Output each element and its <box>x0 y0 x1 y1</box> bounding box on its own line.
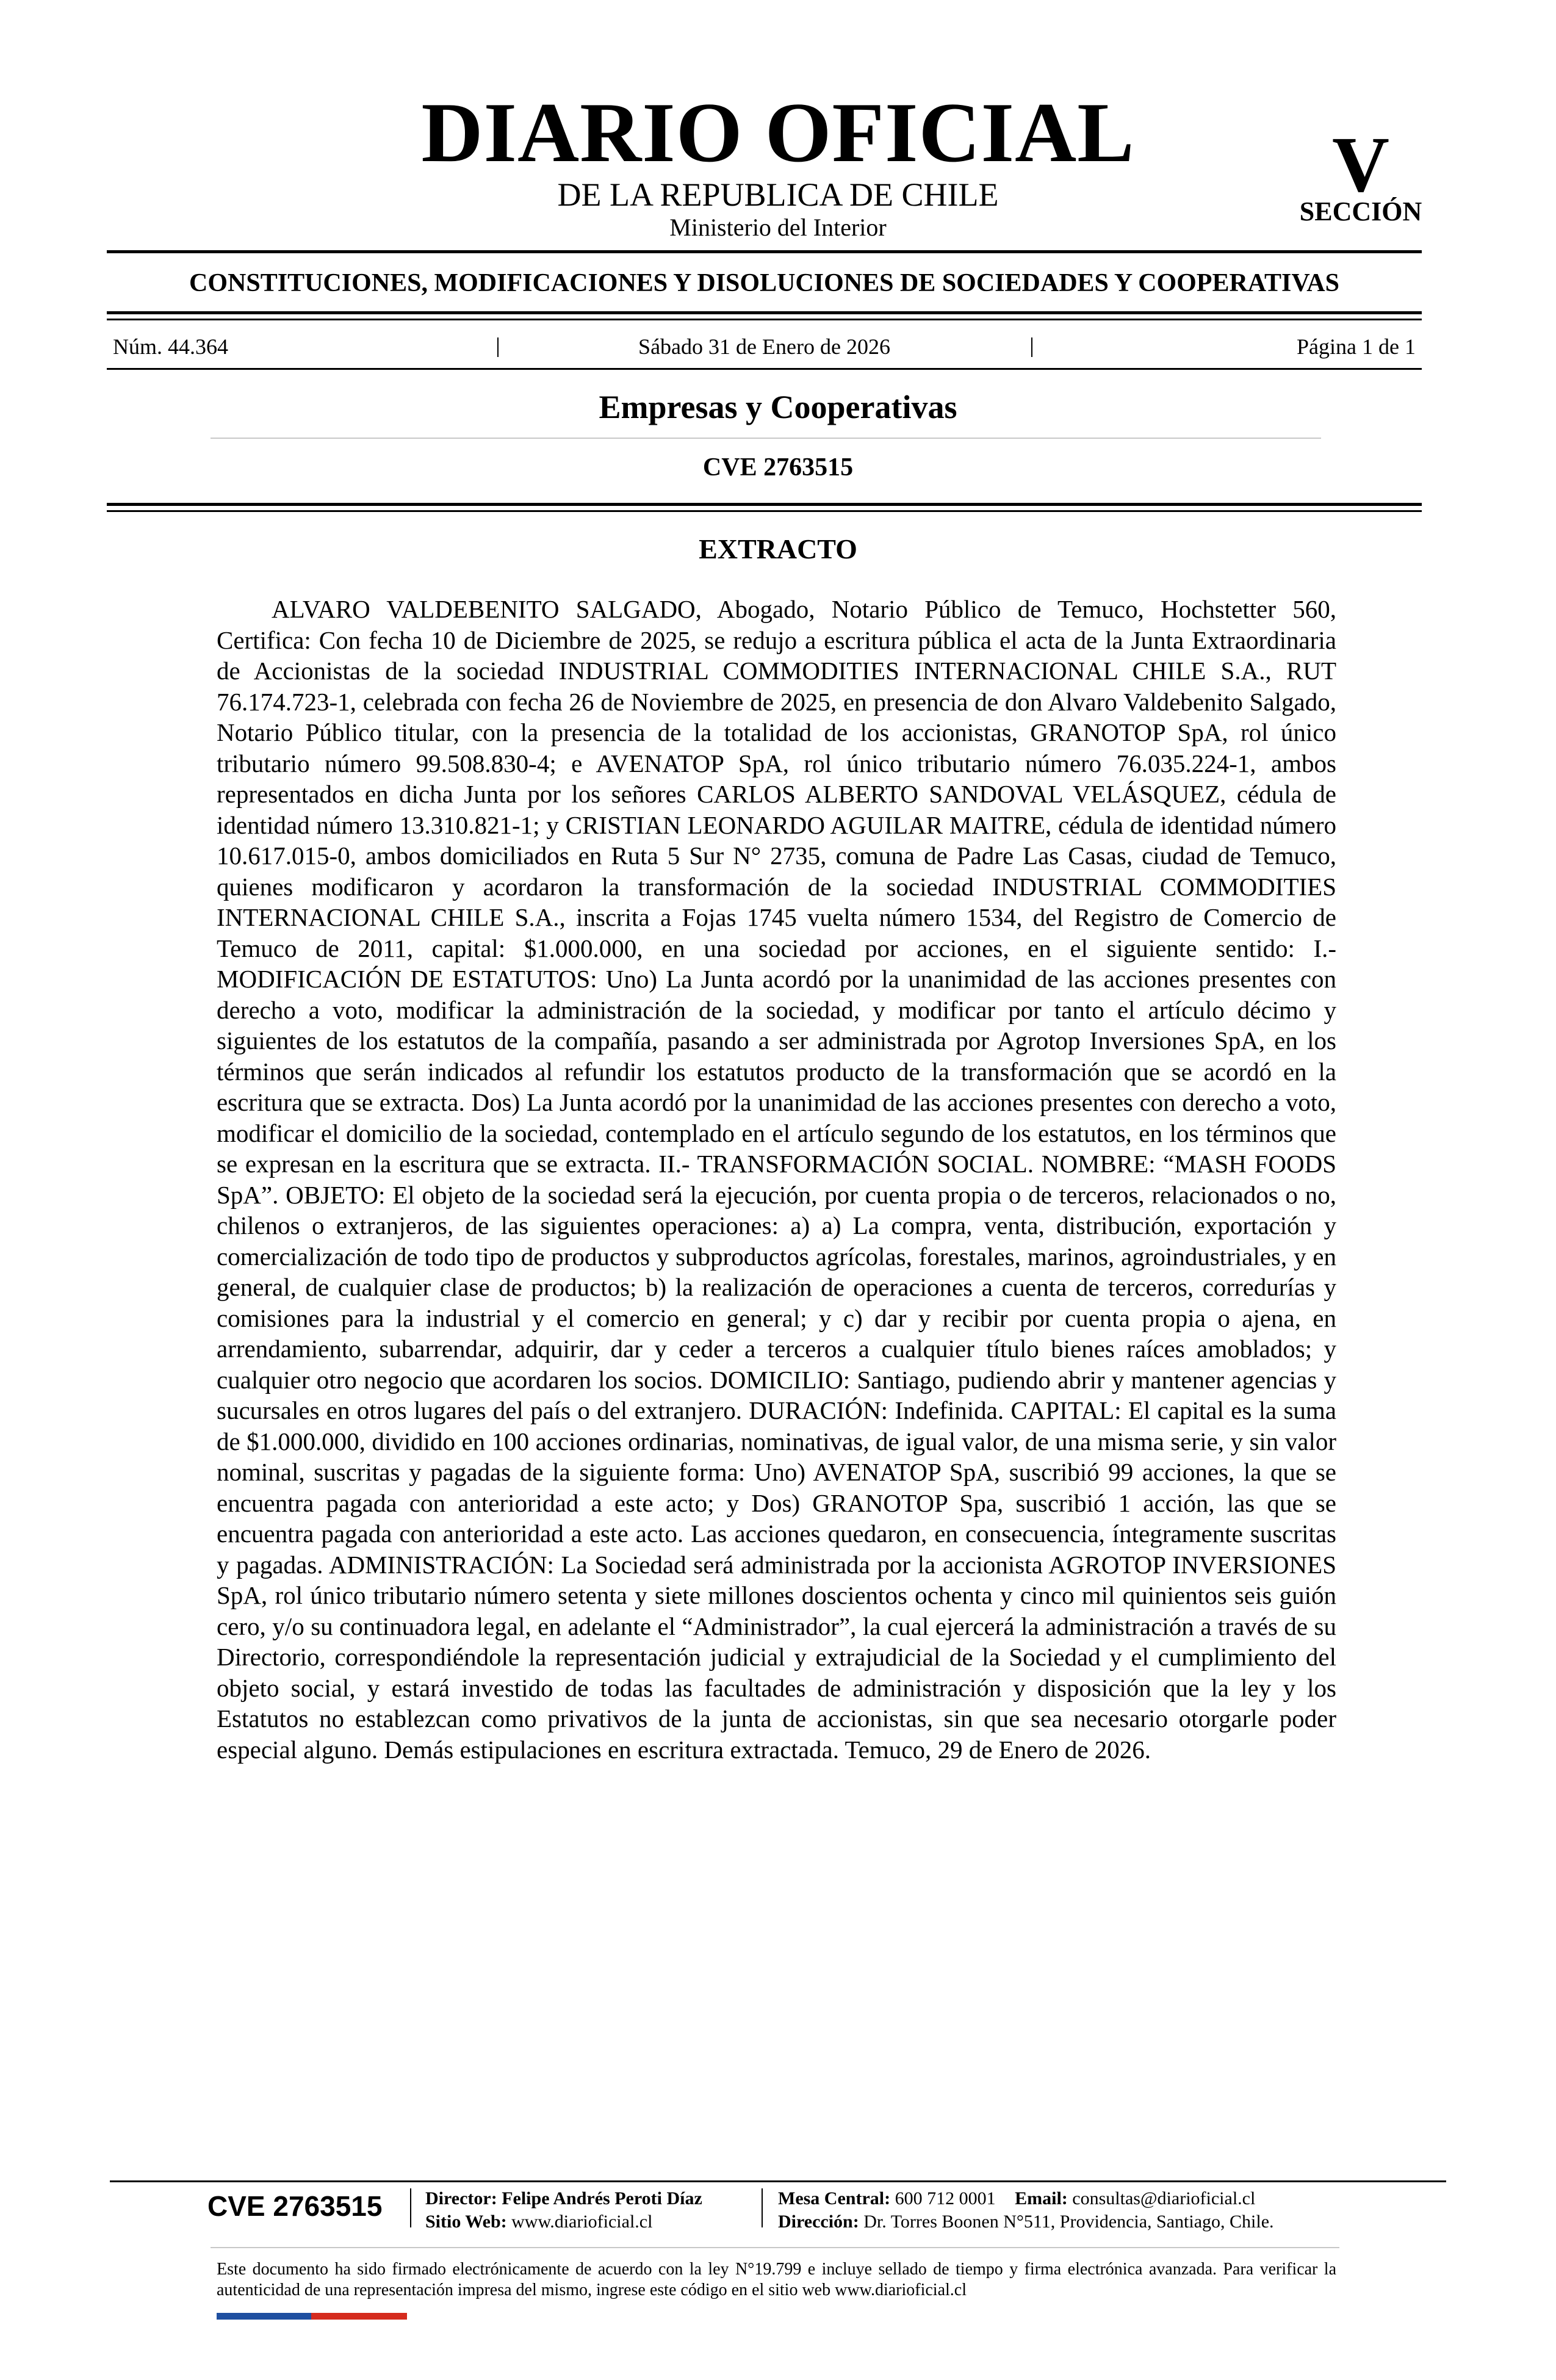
section-heading-divider-top <box>107 311 1422 314</box>
address-label: Dirección: <box>778 2212 859 2232</box>
footer-legal-divider <box>211 2247 1339 2248</box>
page-indicator: Página 1 de 1 <box>1297 334 1416 359</box>
email-link[interactable]: consultas@diarioficial.cl <box>1072 2188 1256 2209</box>
issue-info-bar <box>113 333 1416 361</box>
masthead-divider <box>107 250 1422 253</box>
issue-date: Sábado 31 de Enero de 2026 <box>638 334 890 359</box>
cve-divider-top <box>107 503 1422 506</box>
footer-separator <box>762 2188 763 2227</box>
website-label: Sitio Web: <box>425 2212 507 2232</box>
document-title: EXTRACTO <box>699 533 857 564</box>
extract-body: ALVARO VALDEBENITO SALGADO, Abogado, Notario Público de Temuco, Hochstetter 560, Certifica: Con fecha 10 de Diciembre de 2025, se redujo a escritura pública el acta de la Junta Extraordinaria de Accionistas de la sociedad INDUSTRIAL COMMODITIES INTERNACIONAL CHILE S.A., RUT 76.174.723-1, celebrada con fecha 26 de Noviembre de 2025, en presencia de don Alvaro Valdebenito Salgado, Notario Público titular, con la presencia de la totalidad de los accionistas, GRANOTOP SpA, rol único tributario número 99.508.830-4; e AVENATOP SpA, rol único tributario número 76.035.224-1, ambos representados en dicha Junta por los señores CARLOS ALBERTO SANDOVAL VELÁSQUEZ, cédula de identidad número 13.310.821-1; y CRISTIAN LEONARDO AGUILAR MAITRE, cédula de identidad número 10.617.015-0, ambos domiciliados en Ruta 5 Sur N° 2735, comuna de Padre Las Casas, ciudad de Temuco, quienes modificaron y acordaron la transformación de la sociedad INDUSTRIAL COMMODITIES INTERNACIONAL CHILE S.A., inscrita a Fojas 1745 vuelta número 1534, del Registro de Comercio de Temuco de 2011, capital: $1.000.000, en una sociedad por acciones, en el siguiente sentido: I.- MODIFICACIÓN DE ESTATUTOS: Uno) La Junta acordó por la unanimidad de las acciones presentes con derecho a voto, modificar la administración de la sociedad, y modificar por tanto el artículo décimo y siguientes de los estatutos de la compañía, pasando a ser administrada por Agrotop Inversiones SpA, en los términos que serán indicados al refundir los estatutos producto de la transformación que se acordó en la escritura que se extracta. Dos) La Junta acordó por la unanimidad de las acciones presentes con derecho a voto, modificar el domicilio de la sociedad, contemplado en el artículo segundo de los estatutos, en los términos que se expresan en la escritura que se extracta. II.- TRANSFORMACIÓN SOCIAL. NOMBRE: “MASH FOODS SpA”. OBJETO: El objeto de la sociedad será la ejecución, por cuenta propia o de terceros, relacionados o no, chilenos o extranjeros, de las siguientes operaciones: a) a) La compra, venta, distribución, exportación y comercialización de todo tipo de productos y subproductos agrícolas, forestales, marinos, agroindustriales, y en general, de cualquier clase de productos; b) la realización de operaciones a cuenta de terceros, corredurías y comisiones para la industrial y el comercio en general; y c) dar y recibir por cuenta propia o ajena, en arrendamiento, subarrendar, adquirir, dar y ceder a terceros a cualquier título bienes raíces amoblados; y cualquier otro negocio que acordaren los socios. DOMICILIO: Santiago, pudiendo abrir y mantener agencias y sucursales en otros lugares del país o del extranjero. DURACIÓN: Indefinida. CAPITAL: El capital es la suma de $1.000.000, dividido en 100 acciones ordinarias, nominativas, de igual valor, de una misma serie, y sin valor nominal, suscritas y pagadas de la siguiente forma: Uno) AVENATOP SpA, suscribió 99 acciones, la que se encuentra pagada con anterioridad a este acto; y Dos) GRANOTOP Spa, suscribió 1 acción, las que se encuentra pagada con anterioridad a este acto. Las acciones quedaron, en consecuencia, íntegramente suscritas y pagadas. ADMINISTRACIÓN: La Sociedad será administrada por la accionista AGROTOP INVERSIONES SpA, rol único tributario número setenta y siete millones doscientos ochenta y cinco mil quinientos seis guión cero, y/o su continuadora legal, en adelante el “Administrador”, la cual ejercerá la administración a través de su Directorio, correspondiéndole la representación judicial y extrajudicial de la Sociedad y el cumplimiento del objeto social, y estará investido de todas las facultades de administración y disposición que la ley y los Estatutos no establezcan como privativos de la junta de accionistas, sin que sea necesario otorgarle poder especial alguno. Demás estipulaciones en escritura extractada. Temuco, 29 de Enero de 2026. <box>217 595 1336 1764</box>
website-link[interactable]: www.diarioficial.cl <box>511 2212 653 2232</box>
category-heading: Empresas y Cooperativas <box>599 389 957 425</box>
category-divider <box>211 438 1321 439</box>
phone-label: Mesa Central: <box>778 2188 891 2209</box>
cve-divider-bottom <box>107 510 1422 512</box>
info-separator <box>1031 337 1032 357</box>
flag-stripe-blue <box>217 2313 311 2320</box>
footer-separator <box>410 2188 411 2227</box>
flag-stripe-red <box>311 2313 407 2320</box>
masthead-subtitle: DE LA REPUBLICA DE CHILE <box>557 176 999 213</box>
masthead-title: DIARIO OFICIAL <box>421 85 1135 180</box>
cve-code: CVE 2763515 <box>702 453 854 481</box>
footer-website <box>425 2210 652 2234</box>
address-value: Dr. Torres Boonen N°511, Providencia, Santiago, Chile. <box>863 2212 1274 2232</box>
director-label: Director: <box>425 2188 497 2209</box>
info-bar-divider <box>107 368 1422 370</box>
email-label: Email: <box>1015 2188 1068 2209</box>
footer-director <box>425 2187 702 2210</box>
footer-address <box>778 2210 1274 2234</box>
legal-notice: Este documento ha sido firmado electrónicamente de acuerdo con la ley N°19.799 e incluye sellado de tiempo y firma electrónica avanzada. Para verificar la autenticidad de una representación impresa del mismo, ingrese este código en el sitio web www.diarioficial.cl <box>217 2260 1336 2299</box>
section-letter: V <box>1332 121 1389 209</box>
masthead-ministry: Ministerio del Interior <box>669 214 887 241</box>
issue-number: Núm. 44.364 <box>113 334 228 359</box>
footer-divider <box>110 2180 1446 2182</box>
section-heading-divider-bottom <box>107 319 1422 320</box>
footer-contact <box>778 2187 1255 2210</box>
section-heading: CONSTITUCIONES, MODIFICACIONES Y DISOLUCIONES DE SOCIEDADES Y COOPERATIVAS <box>189 269 1339 297</box>
section-label: SECCIÓN <box>1299 197 1422 226</box>
director-name: Felipe Andrés Peroti Díaz <box>502 2188 702 2209</box>
footer-cve-code: CVE 2763515 <box>207 2190 383 2222</box>
phone-value: 600 712 0001 <box>895 2188 996 2209</box>
